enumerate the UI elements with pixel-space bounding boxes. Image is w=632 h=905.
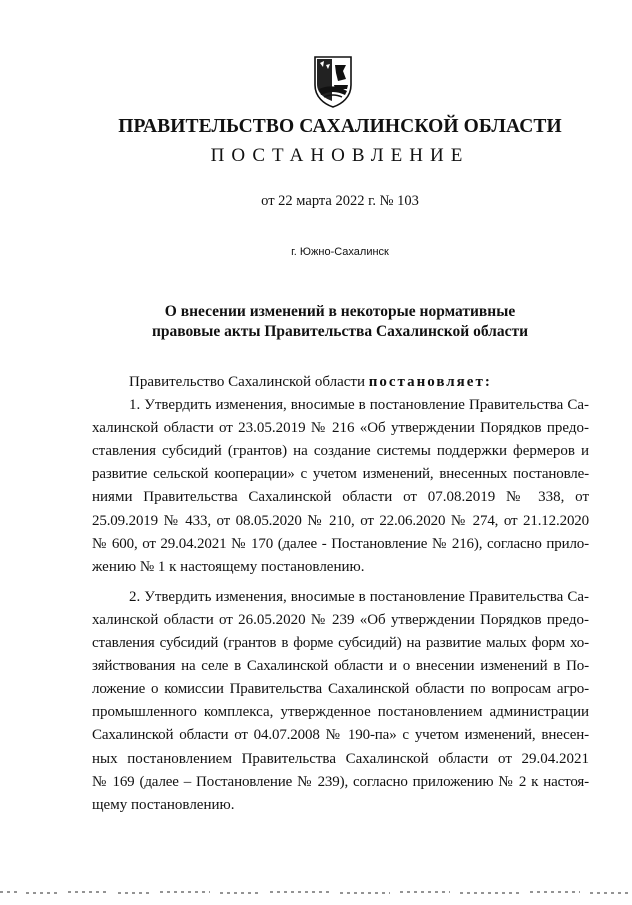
document-type: ПОСТАНОВЛЕНИЕ (210, 145, 470, 166)
preamble (92, 371, 589, 394)
p1-line: 1. Утвердить изменения, вносимые в постановление Правительства Са- (129, 397, 589, 414)
coat-of-arms-emblem (312, 55, 354, 109)
title-line-1: О внесении изменений в некоторые нормативные (164, 303, 516, 320)
p1-line: халинской области от 23.05.2019 № 216 «Об утверждении Порядков предо- (92, 420, 589, 437)
organization-name: ПРАВИТЕЛЬСТВО САХАЛИНСКОЙ ОБЛАСТИ (118, 116, 562, 137)
p1-line: ставления субсидий (грантов) на создание системы поддержки фермеров и (92, 443, 589, 460)
place-of-issue: г. Южно-Сахалинск (291, 246, 389, 258)
document-title (0, 302, 632, 342)
document-body (92, 371, 589, 817)
p2-line: зяйствования на селе в Сахалинской области и о внесении изменений в По- (92, 658, 589, 675)
p2-line: ложение о комиссии Правительства Сахалинской области по вопросам агро- (92, 681, 589, 698)
p1-line: развитие сельской кооперации» с учетом изменений, внесенных постановле- (92, 466, 589, 483)
p2-line: ных постановлением Правительства Сахалинской области от 29.04.2021 (92, 750, 589, 767)
p1-line: № 600, от 29.04.2021 № 170 (далее - Постановление № 216), согласно прило- (92, 535, 589, 552)
p1-line: 25.09.2019 № 433, от 08.05.2020 № 210, от 22.06.2020 № 274, от 21.12.2020 (92, 512, 589, 529)
p2-line: 2. Утвердить изменения, вносимые в постановление Правительства Са- (129, 588, 589, 605)
preamble-emphasis: постановляет: (368, 374, 492, 390)
p2-line: промышленного комплекса, утвержденное постановлением администрации (92, 704, 589, 721)
p2-line: № 169 (далее – Постановление № 239), согласно приложению № 2 к настоя- (92, 773, 589, 790)
p1-line: ниями Правительства Сахалинской области от 07.08.2019 № 338, от (92, 489, 589, 506)
p2-line: халинской области от 26.05.2020 № 239 «Об утверждении Порядков предо- (92, 611, 589, 628)
p2-line: щему постановлению. (92, 796, 235, 813)
date-and-number: от 22 марта 2022 г. № 103 (261, 193, 419, 209)
preamble-text: Правительство Сахалинской области (129, 374, 369, 390)
p2-line: Сахалинской области от 04.07.2008 № 190-па» с учетом изменений, внесен- (92, 727, 589, 744)
title-line-2: правовые акты Правительства Сахалинской области (151, 323, 529, 340)
scan-artifact-line (0, 888, 632, 898)
p2-line: ставления субсидий (грантов в форме субсидий) на развитие малых форм хо- (92, 635, 589, 652)
p1-line: жению № 1 к настоящему постановлению. (92, 558, 365, 575)
